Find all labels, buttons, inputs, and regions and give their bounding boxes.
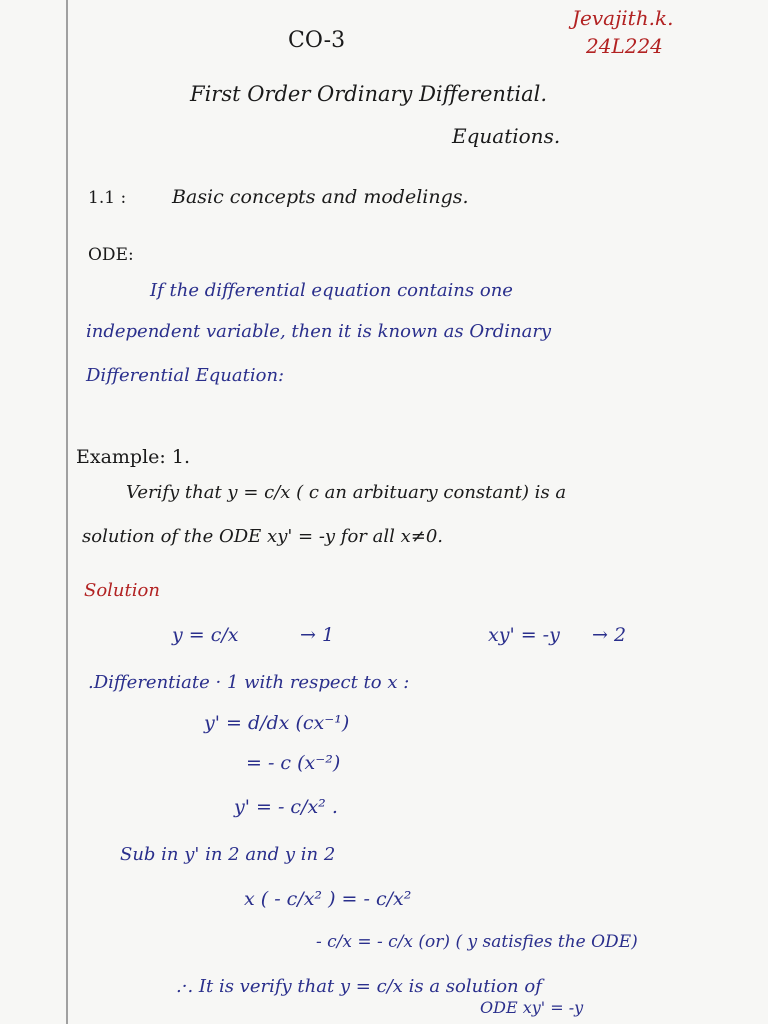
definition-line-1: If the differential equation contains one [150, 280, 513, 301]
equation-2-ref: → 2 [592, 624, 627, 646]
derivative-line-1: y' = d/dx (cx⁻¹) [204, 712, 350, 734]
equation-1: y = c/x [172, 624, 239, 646]
page-title: First Order Ordinary Differential. [190, 82, 548, 106]
ode-term: ODE: [88, 245, 134, 265]
page-title-line2: Equations. [452, 124, 561, 148]
course-code: CO-3 [288, 28, 346, 53]
author-id: 24L224 [586, 34, 663, 58]
solution-label: Solution [84, 580, 160, 601]
definition-line-3: Differential Equation: [86, 365, 285, 386]
example-line-1: Verify that y = c/x ( c an arbituary constant) is a [126, 482, 567, 503]
section-title: Basic concepts and modelings. [172, 186, 469, 208]
example-label: Example: 1. [76, 446, 190, 468]
equation-1-ref: → 1 [300, 624, 335, 646]
derivative-line-2: = - c (x⁻²) [246, 752, 341, 774]
equation-2: xy' = -y [488, 624, 560, 646]
section-number: 1.1 : [88, 188, 127, 208]
author-name: Jevajith.k. [572, 6, 674, 30]
example-line-2: solution of the ODE xy' = -y for all x≠0. [82, 526, 444, 547]
differentiate-step: .Differentiate · 1 with respect to x : [88, 672, 410, 693]
substitution-line-1: x ( - c/x² ) = - c/x² [244, 888, 412, 910]
substitution-line-2: - c/x = - c/x (or) ( y satisfies the ODE) [316, 932, 638, 952]
margin-line [66, 0, 68, 1024]
definition-line-2: independent variable, then it is known as Ordinary [86, 321, 552, 342]
derivative-line-3: y' = - c/x² . [234, 796, 338, 818]
conclusion-line-2: ODE xy' = -y [480, 998, 584, 1017]
conclusion-line-1: .·. It is verify that y = c/x is a solution of [176, 976, 542, 997]
substitution-step: Sub in y' in 2 and y in 2 [120, 844, 336, 865]
